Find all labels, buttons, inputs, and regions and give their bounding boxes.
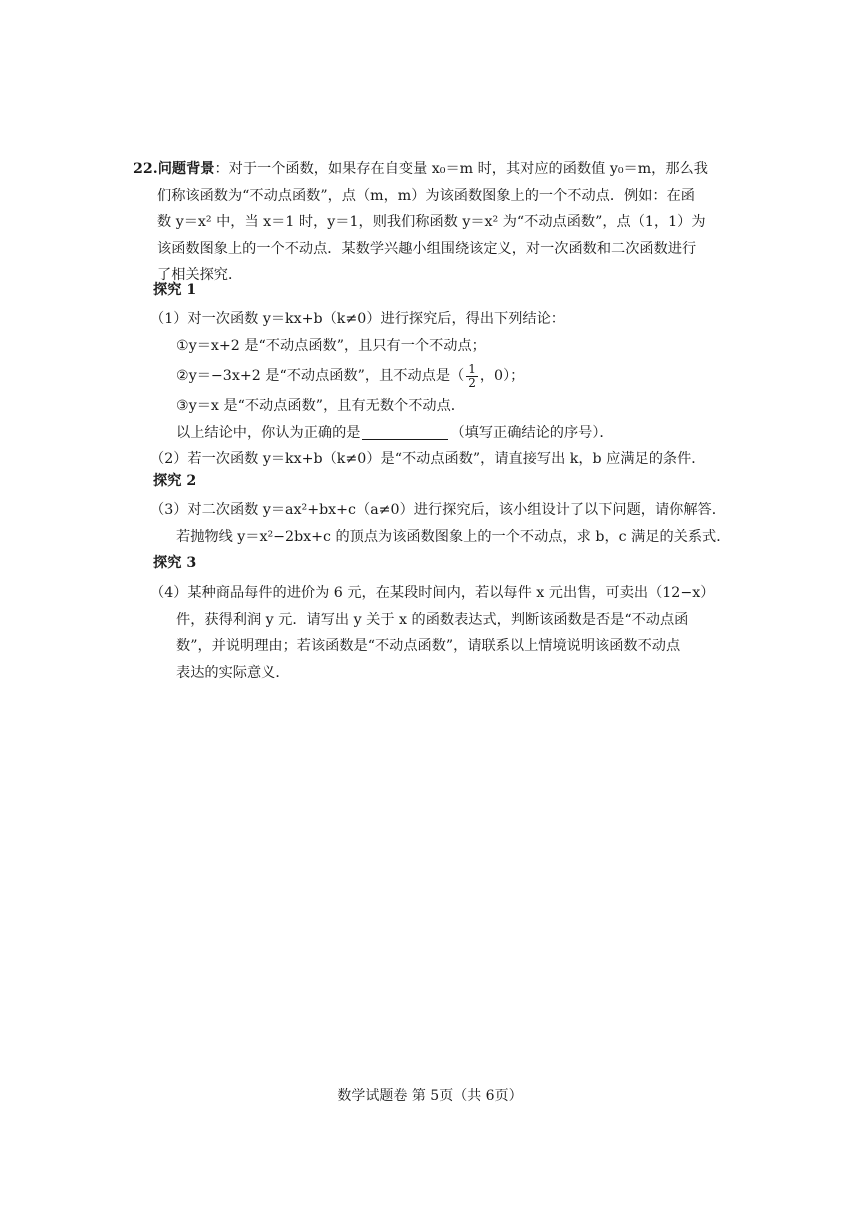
part-4-line-4: 表达的实际意义．: [176, 664, 290, 681]
fraction-denominator: 2: [468, 375, 476, 390]
explore-3-title: 探究 3: [153, 555, 197, 571]
conclusion-answer-hint: （填写正确结论的序号）．: [450, 424, 614, 441]
explore-2-title: 探究 2: [153, 473, 197, 489]
part-1-text: （1）对一次函数 y＝kx+b（k≠0）进行探究后，得出下列结论：: [150, 311, 565, 327]
page-footer: 数学试题卷 第 5页（共 6页）: [337, 1088, 523, 1104]
part-4-line-1: （4）某种商品每件的进价为 6 元，在某段时间内，若以每件 x 元出售，可卖出（12−x）: [150, 585, 715, 601]
question-number: 22.: [133, 161, 158, 177]
conclusion-item-3: ③y＝x 是“不动点函数”，且有无数个不动点．: [176, 398, 465, 414]
fraction-numerator: 1: [468, 361, 476, 376]
question-22: [133, 156, 733, 289]
explore-2-block: [150, 497, 740, 550]
question-text-line: 该函数图象上的一个不动点．某数学兴趣小组围绕该定义，对一次函数和二次函数进行: [157, 240, 697, 257]
conclusion-item-1: ①y＝x+2 是“不动点函数”，且只有一个不动点；: [176, 337, 486, 354]
question-heading: 问题背景: [157, 161, 215, 177]
question-text-line: 数 y＝x² 中，当 x＝1 时，y＝1，则我们称函数 y＝x² 为“不动点函数”，点（1，1）为: [157, 214, 706, 230]
question-text-line: ：对于一个函数，如果存在自变量 x₀＝m 时，其对应的函数值 y₀＝m，那么我: [214, 161, 708, 177]
question-first-line: [133, 156, 733, 183]
fraction-one-half: [466, 363, 478, 390]
explore-1-block: [150, 306, 740, 473]
conclusion-item-2-pre: ②y＝−3x+2 是“不动点函数”，且不动点是（: [176, 368, 465, 384]
part-2-text: （2）若一次函数 y＝kx+b（k≠0）是“不动点函数”，请直接写出 k，b 应满足的条件．: [150, 451, 706, 467]
part-4-line-2: 件，获得利润 y 元．请写出 y 关于 x 的函数表达式，判断该函数是否是“不动点函: [176, 611, 689, 628]
explore-3-block: [150, 580, 740, 686]
conclusion-item-2-post: ，0）；: [479, 368, 525, 384]
conclusion-answer-prompt: 以上结论中，你认为正确的是: [176, 424, 361, 441]
part-3-line-2: 若抛物线 y＝x²−2bx+c 的顶点为该函数图象上的一个不动点，求 b，c 满足的关系式．: [176, 528, 731, 545]
conclusion-answer-line: [150, 420, 740, 447]
question-text-line: 了相关探究．: [157, 267, 243, 283]
part-3-line-1: （3）对二次函数 y＝ax²+bx+c（a≠0）进行探究后，该小组设计了以下问题，请你解答．: [150, 502, 726, 518]
part-4-line-3: 数”，并说明理由；若该函数是“不动点函数”，请联系以上情境说明该函数不动点: [176, 638, 681, 654]
answer-blank[interactable]: [362, 422, 448, 440]
explore-1-title: 探究 1: [153, 282, 197, 298]
question-text-line: 们称该函数为“不动点函数”，点（m，m）为该函数图象上的一个不动点．例如：在函: [157, 187, 695, 204]
conclusion-item-2: [150, 359, 740, 393]
